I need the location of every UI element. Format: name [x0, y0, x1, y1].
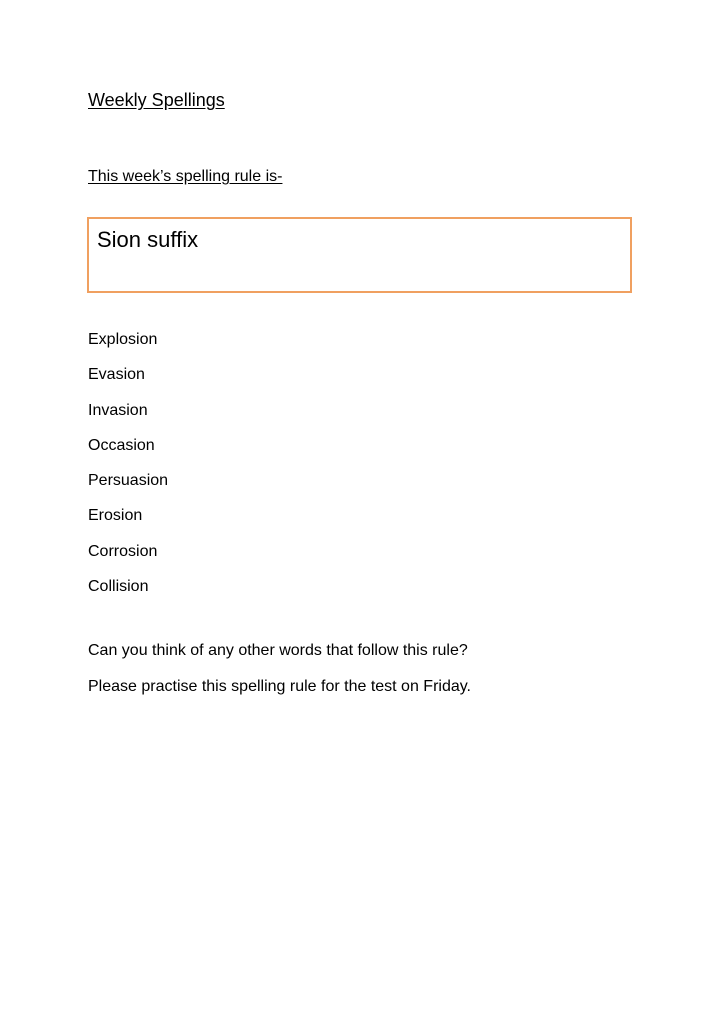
rule-box — [87, 217, 632, 293]
spelling-word: Erosion — [88, 507, 143, 525]
spelling-word: Persuasion — [88, 472, 169, 490]
spelling-word: Collision — [88, 578, 149, 596]
instruction-text: Please practise this spelling rule for the test on Friday. — [88, 678, 471, 695]
page-title: Weekly Spellings — [88, 90, 225, 110]
question-text: Can you think of any other words that follow this rule? — [88, 642, 468, 659]
spelling-word: Corrosion — [88, 542, 158, 560]
spelling-word: Explosion — [88, 331, 158, 348]
rule-heading: This week’s spelling rule is- — [88, 168, 283, 185]
spelling-word: Evasion — [88, 366, 145, 384]
spelling-word-list — [88, 330, 168, 612]
rule-text: Sion suffix — [97, 227, 199, 252]
spelling-word: Invasion — [88, 401, 148, 419]
closing-text — [88, 641, 471, 713]
spelling-word: Occasion — [88, 436, 155, 454]
